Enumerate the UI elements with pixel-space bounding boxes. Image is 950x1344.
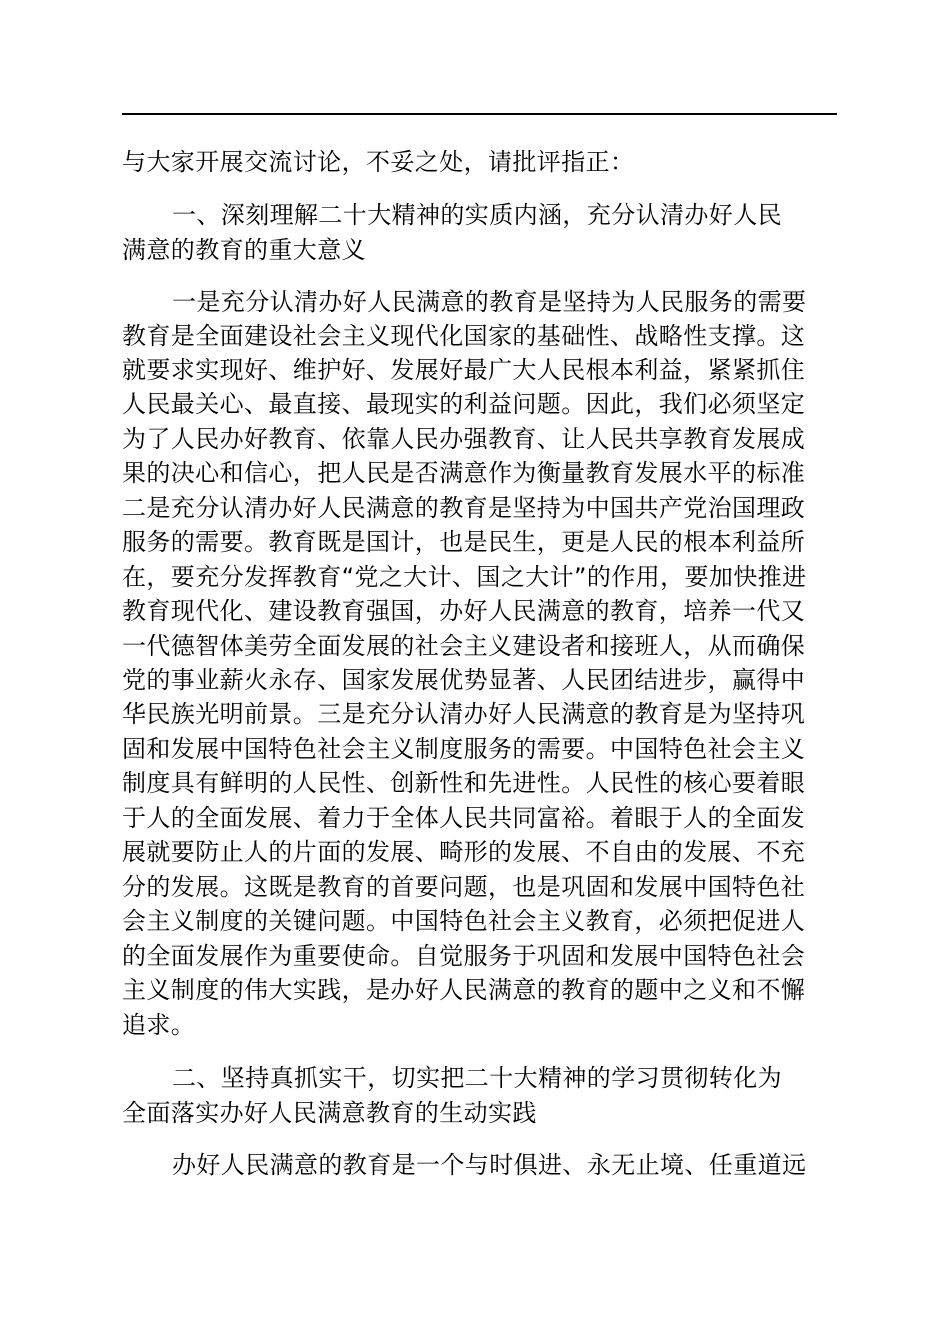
paragraph-one-line-18: 分的发展。这既是教育的首要问题，也是巩固和发展中国特色社 — [122, 873, 806, 901]
paragraph-one-line-17: 展就要防止人的片面的发展、畸形的发展、不自由的发展、不充 — [122, 838, 806, 866]
paragraph-one-line-3: 就要求实现好、维护好、发展好最广大人民根本利益，紧紧抓住 — [122, 356, 806, 384]
paragraph-one-line-7: 二是充分认清办好人民满意的教育是坚持为中国共产党治国理政 — [122, 494, 806, 522]
paragraph-one-line-8: 服务的需要。教育既是国计，也是民生，更是人民的根本利益所 — [122, 528, 806, 556]
paragraph-one-line-1: 一是充分认清办好人民满意的教育是坚持为人民服务的需要 — [172, 288, 807, 316]
paragraph-one-line-9: 在，要充分发挥教育“党之大计、国之大计”的作用，要加快推进 — [122, 563, 807, 591]
paragraph-one-line-16: 于人的全面发展、着力于全体人民共同富裕。着眼于人的全面发 — [122, 804, 806, 832]
section-two-heading-line-2: 全面落实办好人民满意教育的生动实践 — [122, 1099, 537, 1127]
paragraph-one-line-2: 教育是全面建设社会主义现代化国家的基础性、战略性支撑。这 — [122, 322, 806, 350]
section-one-heading-line-2: 满意的教育的重大意义 — [122, 236, 366, 264]
paragraph-one-line-19: 会主义制度的关键问题。中国特色社会主义教育，必须把促进人 — [122, 907, 806, 935]
paragraph-one-line-20: 的全面发展作为重要使命。自觉服务于巩固和发展中国特色社会 — [122, 942, 806, 970]
paragraph-one-line-12: 党的事业薪火永存、国家发展优势显著、人民团结进步，赢得中 — [122, 666, 806, 694]
intro-line: 与大家开展交流讨论，不妥之处，请批评指正： — [122, 148, 635, 176]
paragraph-two-line-1: 办好人民满意的教育是一个与时俱进、永无止境、任重道远 — [172, 1151, 807, 1179]
paragraph-one-line-21: 主义制度的伟大实践，是办好人民满意的教育的题中之义和不懈 — [122, 976, 806, 1004]
paragraph-one-line-15: 制度具有鲜明的人民性、创新性和先进性。人民性的核心要着眼 — [122, 769, 806, 797]
section-one-heading-line-1: 一、深刻理解二十大精神的实质内涵，充分认清办好人民 — [172, 201, 782, 229]
paragraph-one-line-4: 人民最关心、最直接、最现实的利益问题。因此，我们必须坚定 — [122, 390, 806, 418]
paragraph-one-line-5: 为了人民办好教育、依靠人民办强教育、让人民共享教育发展成 — [122, 425, 806, 453]
paragraph-one-line-14: 固和发展中国特色社会主义制度服务的需要。中国特色社会主义 — [122, 735, 806, 763]
section-two-heading-line-1: 二、坚持真抓实干，切实把二十大精神的学习贯彻转化为 — [172, 1064, 782, 1092]
paragraph-one-line-10: 教育现代化、建设教育强国，办好人民满意的教育，培养一代又 — [122, 597, 806, 625]
paragraph-one-line-6: 果的决心和信心，把人民是否满意作为衡量教育发展水平的标准 — [122, 459, 806, 487]
header-rule — [122, 113, 837, 115]
paragraph-one-line-13: 华民族光明前景。三是充分认清办好人民满意的教育是为坚持巩 — [122, 700, 806, 728]
paragraph-one-line-11: 一代德智体美劳全面发展的社会主义建设者和接班人，从而确保 — [122, 632, 806, 660]
paragraph-one-line-22: 追求。 — [122, 1011, 196, 1039]
